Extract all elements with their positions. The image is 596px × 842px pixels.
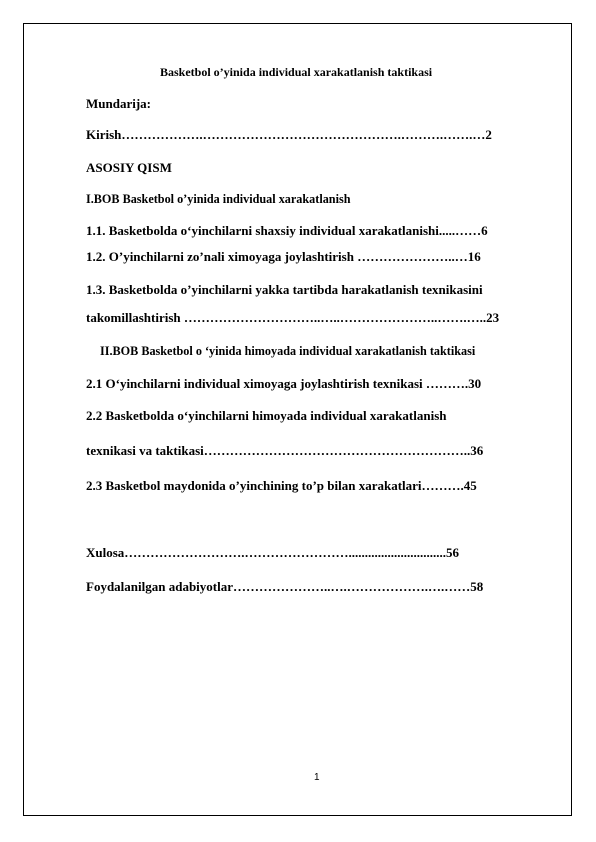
toc-entry-main-part: ASOSIY QISM — [86, 160, 172, 175]
toc-entry-1-2: 1.2. O’yinchilarni zo’nali ximoyaga joylashtirish …………………..…16 — [86, 249, 481, 264]
toc-entry-1-3: 1.3. Basketbolda o’yinchilarni yakka tartibda harakatlanish texnikasini — [86, 282, 483, 297]
toc-entry-2-2-continued: texnikasi va taktikasi……………………………………………………..36 — [86, 443, 484, 458]
toc-entry-2-2: 2.2 Basketbolda o‘yinchilarni himoyada individual xarakatlanish — [86, 408, 447, 423]
toc-heading: Mundarija: — [86, 96, 151, 111]
toc-entry-1-3-continued: takomillashtirish …………………………..…..…………………..…….…..23 — [86, 310, 500, 325]
toc-entry-2-3: 2.3 Basketbol maydonida o’yinchining to’p bilan xarakatlari……….45 — [86, 478, 477, 493]
document-title: Basketbol o’yinida individual xarakatlanish taktikasi — [160, 65, 433, 79]
page-number: 1 — [314, 772, 320, 783]
toc-entry-conclusion: Xulosa……………………….……………………..............................56 — [86, 545, 460, 560]
toc-entry-references: Foydalanilgan adabiyotlar…………………..….……………….….……58 — [86, 579, 484, 594]
toc-entry-introduction: Kirish……………….……………………………………….……….…….…2 — [86, 127, 492, 142]
toc-entry-1-1: 1.1. Basketbolda o‘yinchilarni shaxsiy individual xarakatlanishi.....……6 — [86, 223, 488, 238]
toc-entry-2-1: 2.1 O‘yinchilarni individual ximoyaga joylashtirish texnikasi ……….30 — [86, 376, 482, 391]
toc-entry-chapter-2: II.BOB Basketbol o ‘yinida himoyada individual xarakatlanish taktikasi — [100, 344, 476, 358]
toc-entry-chapter-1: I.BOB Basketbol o’yinida individual xarakatlanish — [86, 192, 351, 206]
